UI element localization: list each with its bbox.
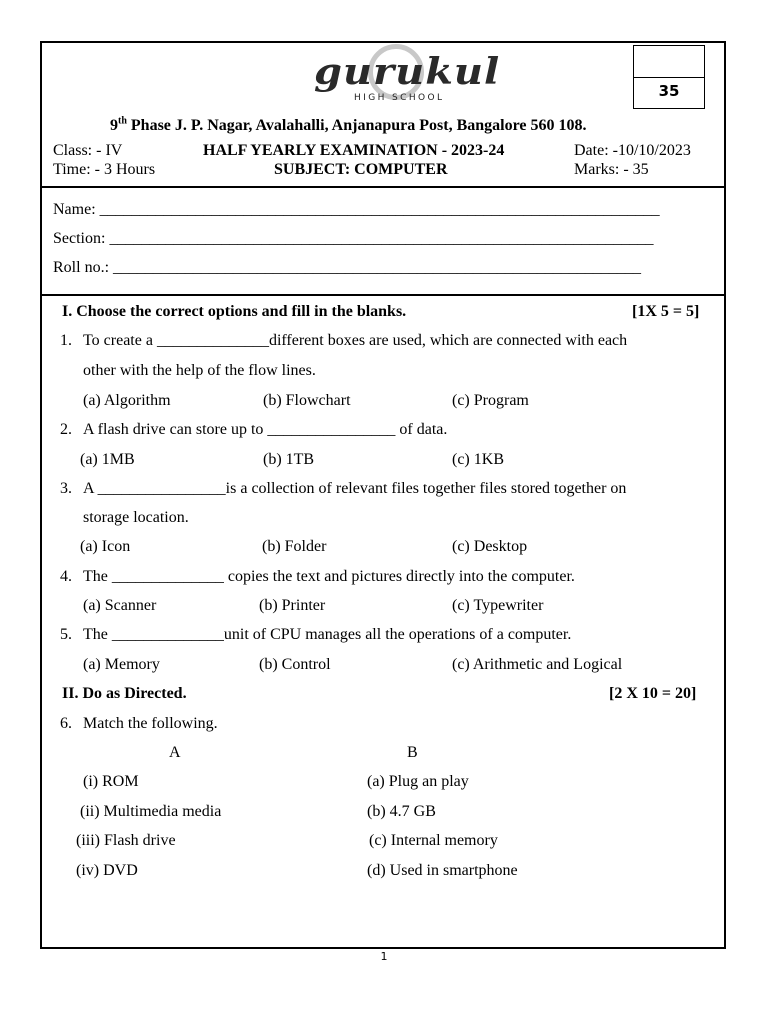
match-a-item: (iv) DVD xyxy=(76,862,138,879)
q2-option-c: (c) 1KB xyxy=(452,451,504,468)
section-1-marks: [1X 5 = 5] xyxy=(632,303,700,320)
q3-option-a: (a) Icon xyxy=(80,538,131,555)
q2-option-b: (b) 1TB xyxy=(263,451,315,468)
match-b-item: (b) 4.7 GB xyxy=(367,803,436,820)
match-a-item: (ii) Multimedia media xyxy=(80,803,222,820)
exam-title: HALF YEARLY EXAMINATION - 2023-24 xyxy=(203,142,505,159)
match-a-item: (i) ROM xyxy=(83,773,139,790)
marks-box-divider xyxy=(634,77,704,78)
exam-date: Date: -10/10/2023 xyxy=(574,142,691,159)
student-info-divider xyxy=(40,294,726,296)
q1-number: 1. xyxy=(60,332,72,349)
q6-number: 6. xyxy=(60,715,72,732)
match-b-item: (a) Plug an play xyxy=(367,773,469,790)
page-number: 1 xyxy=(380,950,388,963)
school-logo xyxy=(310,44,501,108)
q2-text: A flash drive can store up to ________________ of data. xyxy=(83,421,448,438)
match-column-b-header: B xyxy=(407,744,418,761)
section-2-marks: [2 X 10 = 20] xyxy=(609,685,697,702)
roll-no-field[interactable]: Roll no.: __________________________________________________________________ xyxy=(53,259,642,276)
q5-text: The ______________unit of CPU manages all the operations of a computer. xyxy=(83,626,572,643)
q3-text: A ________________is a collection of relevant files together files stored together on xyxy=(83,480,627,497)
section-2-title: II. Do as Directed. xyxy=(62,685,187,702)
marks-obtained-value: 35 xyxy=(658,82,680,100)
q4-text: The ______________ copies the text and pictures directly into the computer. xyxy=(83,568,575,585)
address-text: Phase J. P. Nagar, Avalahalli, Anjanapura Post, Bangalore 560 108. xyxy=(130,117,587,134)
q4-option-b: (b) Printer xyxy=(259,597,326,614)
q1-option-b: (b) Flowchart xyxy=(263,392,351,409)
q6-text: Match the following. xyxy=(83,715,218,732)
exam-time: Time: - 3 Hours xyxy=(53,161,156,178)
q5-option-c: (c) Arithmetic and Logical xyxy=(452,656,623,673)
address-superscript: th xyxy=(118,115,127,127)
q1-text-continued: other with the help of the flow lines. xyxy=(83,362,316,379)
section-field[interactable]: Section: ____________________________________________________________________ xyxy=(53,230,654,247)
q3-number: 3. xyxy=(60,480,72,497)
q3-option-b: (b) Folder xyxy=(262,538,327,555)
exam-subject: SUBJECT: COMPUTER xyxy=(274,161,448,178)
q4-option-c: (c) Typewriter xyxy=(452,597,544,614)
q5-number: 5. xyxy=(60,626,72,643)
q1-text: To create a ______________different boxes are used, which are connected with each xyxy=(83,332,628,349)
q1-option-a: (a) Algorithm xyxy=(83,392,171,409)
q5-option-b: (b) Control xyxy=(259,656,331,673)
q3-option-c: (c) Desktop xyxy=(452,538,528,555)
q2-number: 2. xyxy=(60,421,72,438)
header-divider xyxy=(40,186,726,188)
q4-option-a: (a) Scanner xyxy=(83,597,157,614)
class-label: Class: - IV xyxy=(53,142,123,159)
match-b-item: (c) Internal memory xyxy=(369,832,498,849)
logo-text: gurukul xyxy=(314,49,501,94)
exam-marks: Marks: - 35 xyxy=(574,161,649,178)
match-a-item: (iii) Flash drive xyxy=(76,832,176,849)
school-address xyxy=(110,116,587,136)
section-1-title: I. Choose the correct options and fill in the blanks. xyxy=(62,303,407,320)
q3-text-continued: storage location. xyxy=(83,509,189,526)
name-field[interactable]: Name: ______________________________________________________________________ xyxy=(53,201,660,218)
q2-option-a: (a) 1MB xyxy=(80,451,135,468)
marks-obtained-box xyxy=(633,45,705,109)
address-number: 9 xyxy=(110,117,118,134)
match-b-item: (d) Used in smartphone xyxy=(367,862,518,879)
logo-subtext: HIGH SCHOOL xyxy=(354,93,445,103)
q1-option-c: (c) Program xyxy=(452,392,529,409)
q4-number: 4. xyxy=(60,568,72,585)
match-column-a-header: A xyxy=(169,744,181,761)
q5-option-a: (a) Memory xyxy=(83,656,160,673)
